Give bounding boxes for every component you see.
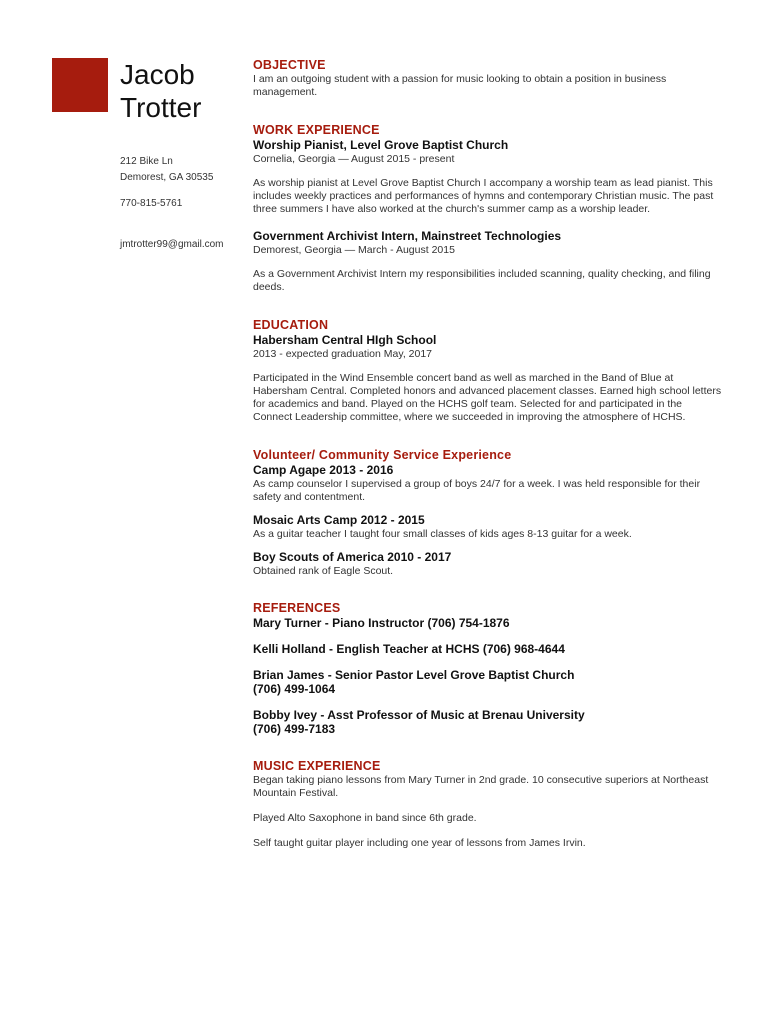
job-description: As a Government Archivist Intern my responsibilities included scanning, quality checking, and filing deeds. <box>253 268 711 293</box>
resume-main <box>253 58 723 850</box>
phone-number: 770-815-5761 <box>120 198 183 209</box>
contact-sidebar <box>120 58 245 252</box>
music-item: Self taught guitar player including one year of lessons from James Irvin. <box>253 837 586 849</box>
reference-entry: Brian James - Senior Pastor Level Grove Baptist Church (706) 499-1064 <box>253 668 575 696</box>
volunteer-item-title: Boy Scouts of America 2010 - 2017 <box>253 550 452 564</box>
job-meta: Cornelia, Georgia — August 2015 - present <box>253 153 455 165</box>
music-item: Began taking piano lessons from Mary Turner in 2nd grade. 10 consecutive superiors at Northeast Mountain Festival. <box>253 774 709 799</box>
music-item: Played Alto Saxophone in band since 6th grade. <box>253 812 477 824</box>
education-description: Participated in the Wind Ensemble concert band as well as marched in the Band of Blue at Habersham Central. Completed honors and advanced placement classes. Earned high school letters for academics and band. Played on the HCHS golf team. Selected for and participated in the Connect Leadership committee, where we succeeded in improving the atmosphere of HCHS. <box>253 372 722 423</box>
volunteer-item-title: Mosaic Arts Camp 2012 - 2015 <box>253 513 425 527</box>
objective-heading: OBJECTIVE <box>253 58 326 72</box>
email-address: jmtrotter99@gmail.com <box>120 239 224 250</box>
music-experience-heading: MUSIC EXPERIENCE <box>253 759 381 773</box>
reference-entry: Bobby Ivey - Asst Professor of Music at Brenau University (706) 499-7183 <box>253 708 585 736</box>
last-name: Trotter <box>120 92 202 123</box>
job-title: Worship Pianist, Level Grove Baptist Church <box>253 138 509 152</box>
volunteer-item-title: Camp Agape 2013 - 2016 <box>253 463 394 477</box>
work-experience-heading: WORK EXPERIENCE <box>253 123 380 137</box>
volunteer-item-description: Obtained rank of Eagle Scout. <box>253 565 394 577</box>
volunteer-heading: Volunteer/ Community Service Experience <box>253 448 512 462</box>
objective-text: I am an outgoing student with a passion for music looking to obtain a position in business management. <box>253 73 667 98</box>
reference-entry: Mary Turner - Piano Instructor (706) 754-1876 <box>253 616 510 630</box>
education-heading: EDUCATION <box>253 318 329 332</box>
city-state-zip: Demorest, GA 30535 <box>120 172 214 183</box>
job-title: Government Archivist Intern, Mainstreet Technologies <box>253 229 562 243</box>
reference-entry: Kelli Holland - English Teacher at HCHS (706) 968-4644 <box>253 642 565 656</box>
job-description: As worship pianist at Level Grove Baptist Church I accompany a worship team as lead pianist. This includes weekly practices and performances of hymns and contemporary Christian music. The past three summers I have also worked at the church's summer camp as a worship leader. <box>253 177 714 215</box>
school-meta: 2013 - expected graduation May, 2017 <box>253 348 433 360</box>
school-name: Habersham Central HIgh School <box>253 333 437 347</box>
first-name: Jacob <box>120 59 195 90</box>
job-meta: Demorest, Georgia — March - August 2015 <box>253 244 455 256</box>
accent-block <box>52 58 108 112</box>
volunteer-item-description: As a guitar teacher I taught four small classes of kids ages 8-13 guitar for a week. <box>253 528 632 540</box>
references-heading: REFERENCES <box>253 601 341 615</box>
street-address: 212 Bike Ln <box>120 156 173 167</box>
volunteer-item-description: As camp counselor I supervised a group of boys 24/7 for a week. I was held responsible for their safety and contentment. <box>253 478 701 503</box>
